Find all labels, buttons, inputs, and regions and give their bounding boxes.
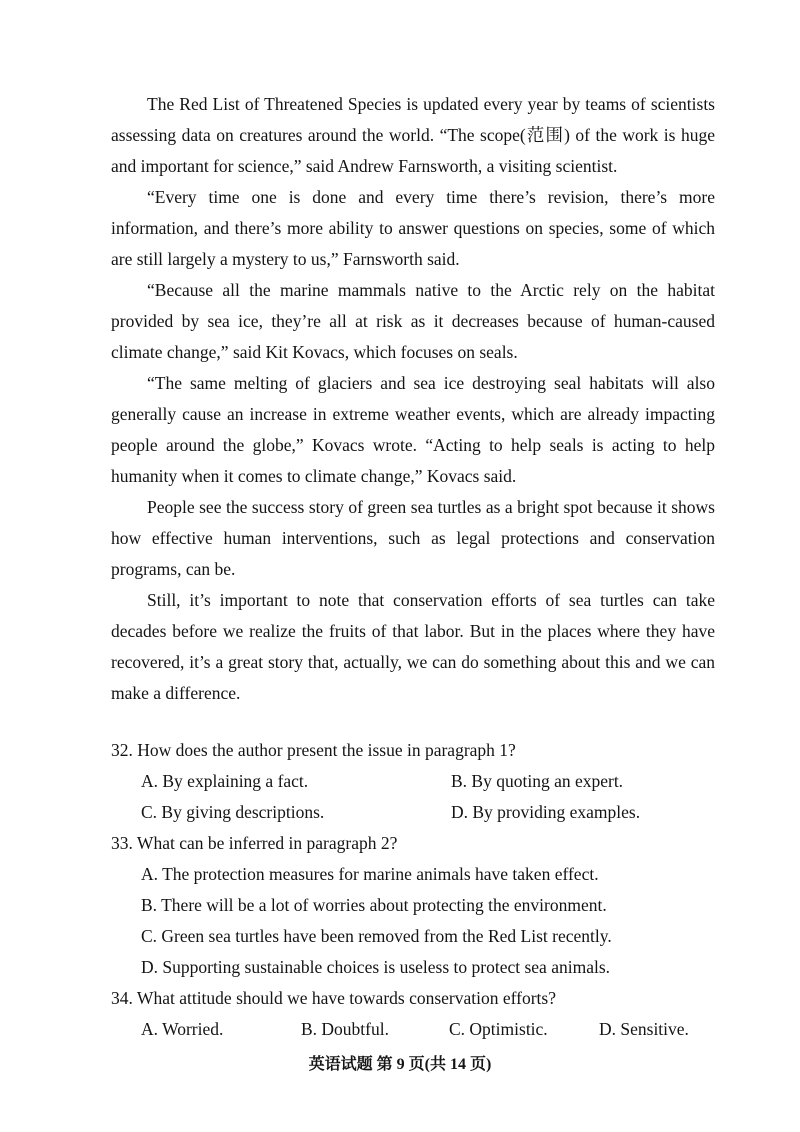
option-b: B. Doubtful. [301, 1019, 389, 1039]
option-d: D. Sensitive. [599, 1019, 689, 1039]
passage-paragraph-3: “Because all the marine mammals native to the Arctic rely on the habitat provided by sea ice, they’re all at risk as it decreases because of human-caused climate change,” said Kit Kovacs, which focuses on seals. [111, 280, 715, 362]
page-footer: 英语试题 第 9 页(共 14 页) [308, 1056, 492, 1073]
question-33 [111, 828, 715, 983]
option-a: A. Worried. [141, 1019, 224, 1039]
question-stem: 33. What can be inferred in paragraph 2? [111, 833, 398, 853]
option-d: D. By providing examples. [451, 802, 641, 822]
option-list [111, 859, 715, 983]
passage-paragraph-1: The Red List of Threatened Species is updated every year by teams of scientists assessing data on creatures around the world. “The scope(范围) of the work is huge and important for science,” said Andrew Farnsworth, a visiting scientist. [111, 94, 715, 176]
question-stem: 34. What attitude should we have towards conservation efforts? [111, 988, 556, 1008]
question-34 [111, 983, 715, 1045]
option-c: C. Optimistic. [449, 1019, 548, 1039]
option-list [111, 1014, 715, 1045]
passage-paragraph-6: Still, it’s important to note that conservation efforts of sea turtles can take decades before we realize the fruits of that labor. But in the places where they have recovered, it’s a great story that, actually, we can do something about this and we can make a difference. [111, 590, 715, 703]
passage-paragraph-2: “Every time one is done and every time there’s revision, there’s more information, and there’s more ability to answer questions on species, some of which are still largely a mystery to us,” Farnsworth said. [111, 187, 715, 269]
question-stem: 32. How does the author present the issue in paragraph 1? [111, 740, 516, 760]
option-c: C. By giving descriptions. [141, 802, 325, 822]
option-a: A. By explaining a fact. [141, 771, 309, 791]
passage-paragraph-4: “The same melting of glaciers and sea ice destroying seal habitats will also generally cause an increase in extreme weather events, which are already impacting people around the globe,” Kovacs wrote. “Acting to help seals is acting to help humanity when it comes to climate change,” Kovacs said. [111, 373, 715, 486]
option-list [111, 766, 715, 828]
question-section [111, 735, 715, 1045]
option-b: B. There will be a lot of worries about protecting the environment. [141, 895, 607, 915]
question-32 [111, 735, 715, 828]
option-a: A. The protection measures for marine animals have taken effect. [141, 864, 599, 884]
option-b: B. By quoting an expert. [451, 771, 624, 791]
option-c: C. Green sea turtles have been removed from the Red List recently. [141, 926, 612, 946]
passage-paragraph-5: People see the success story of green sea turtles as a bright spot because it shows how effective human interventions, such as legal protections and conservation programs, can be. [111, 497, 715, 579]
reading-passage [111, 89, 715, 709]
option-d: D. Supporting sustainable choices is useless to protect sea animals. [141, 957, 611, 977]
